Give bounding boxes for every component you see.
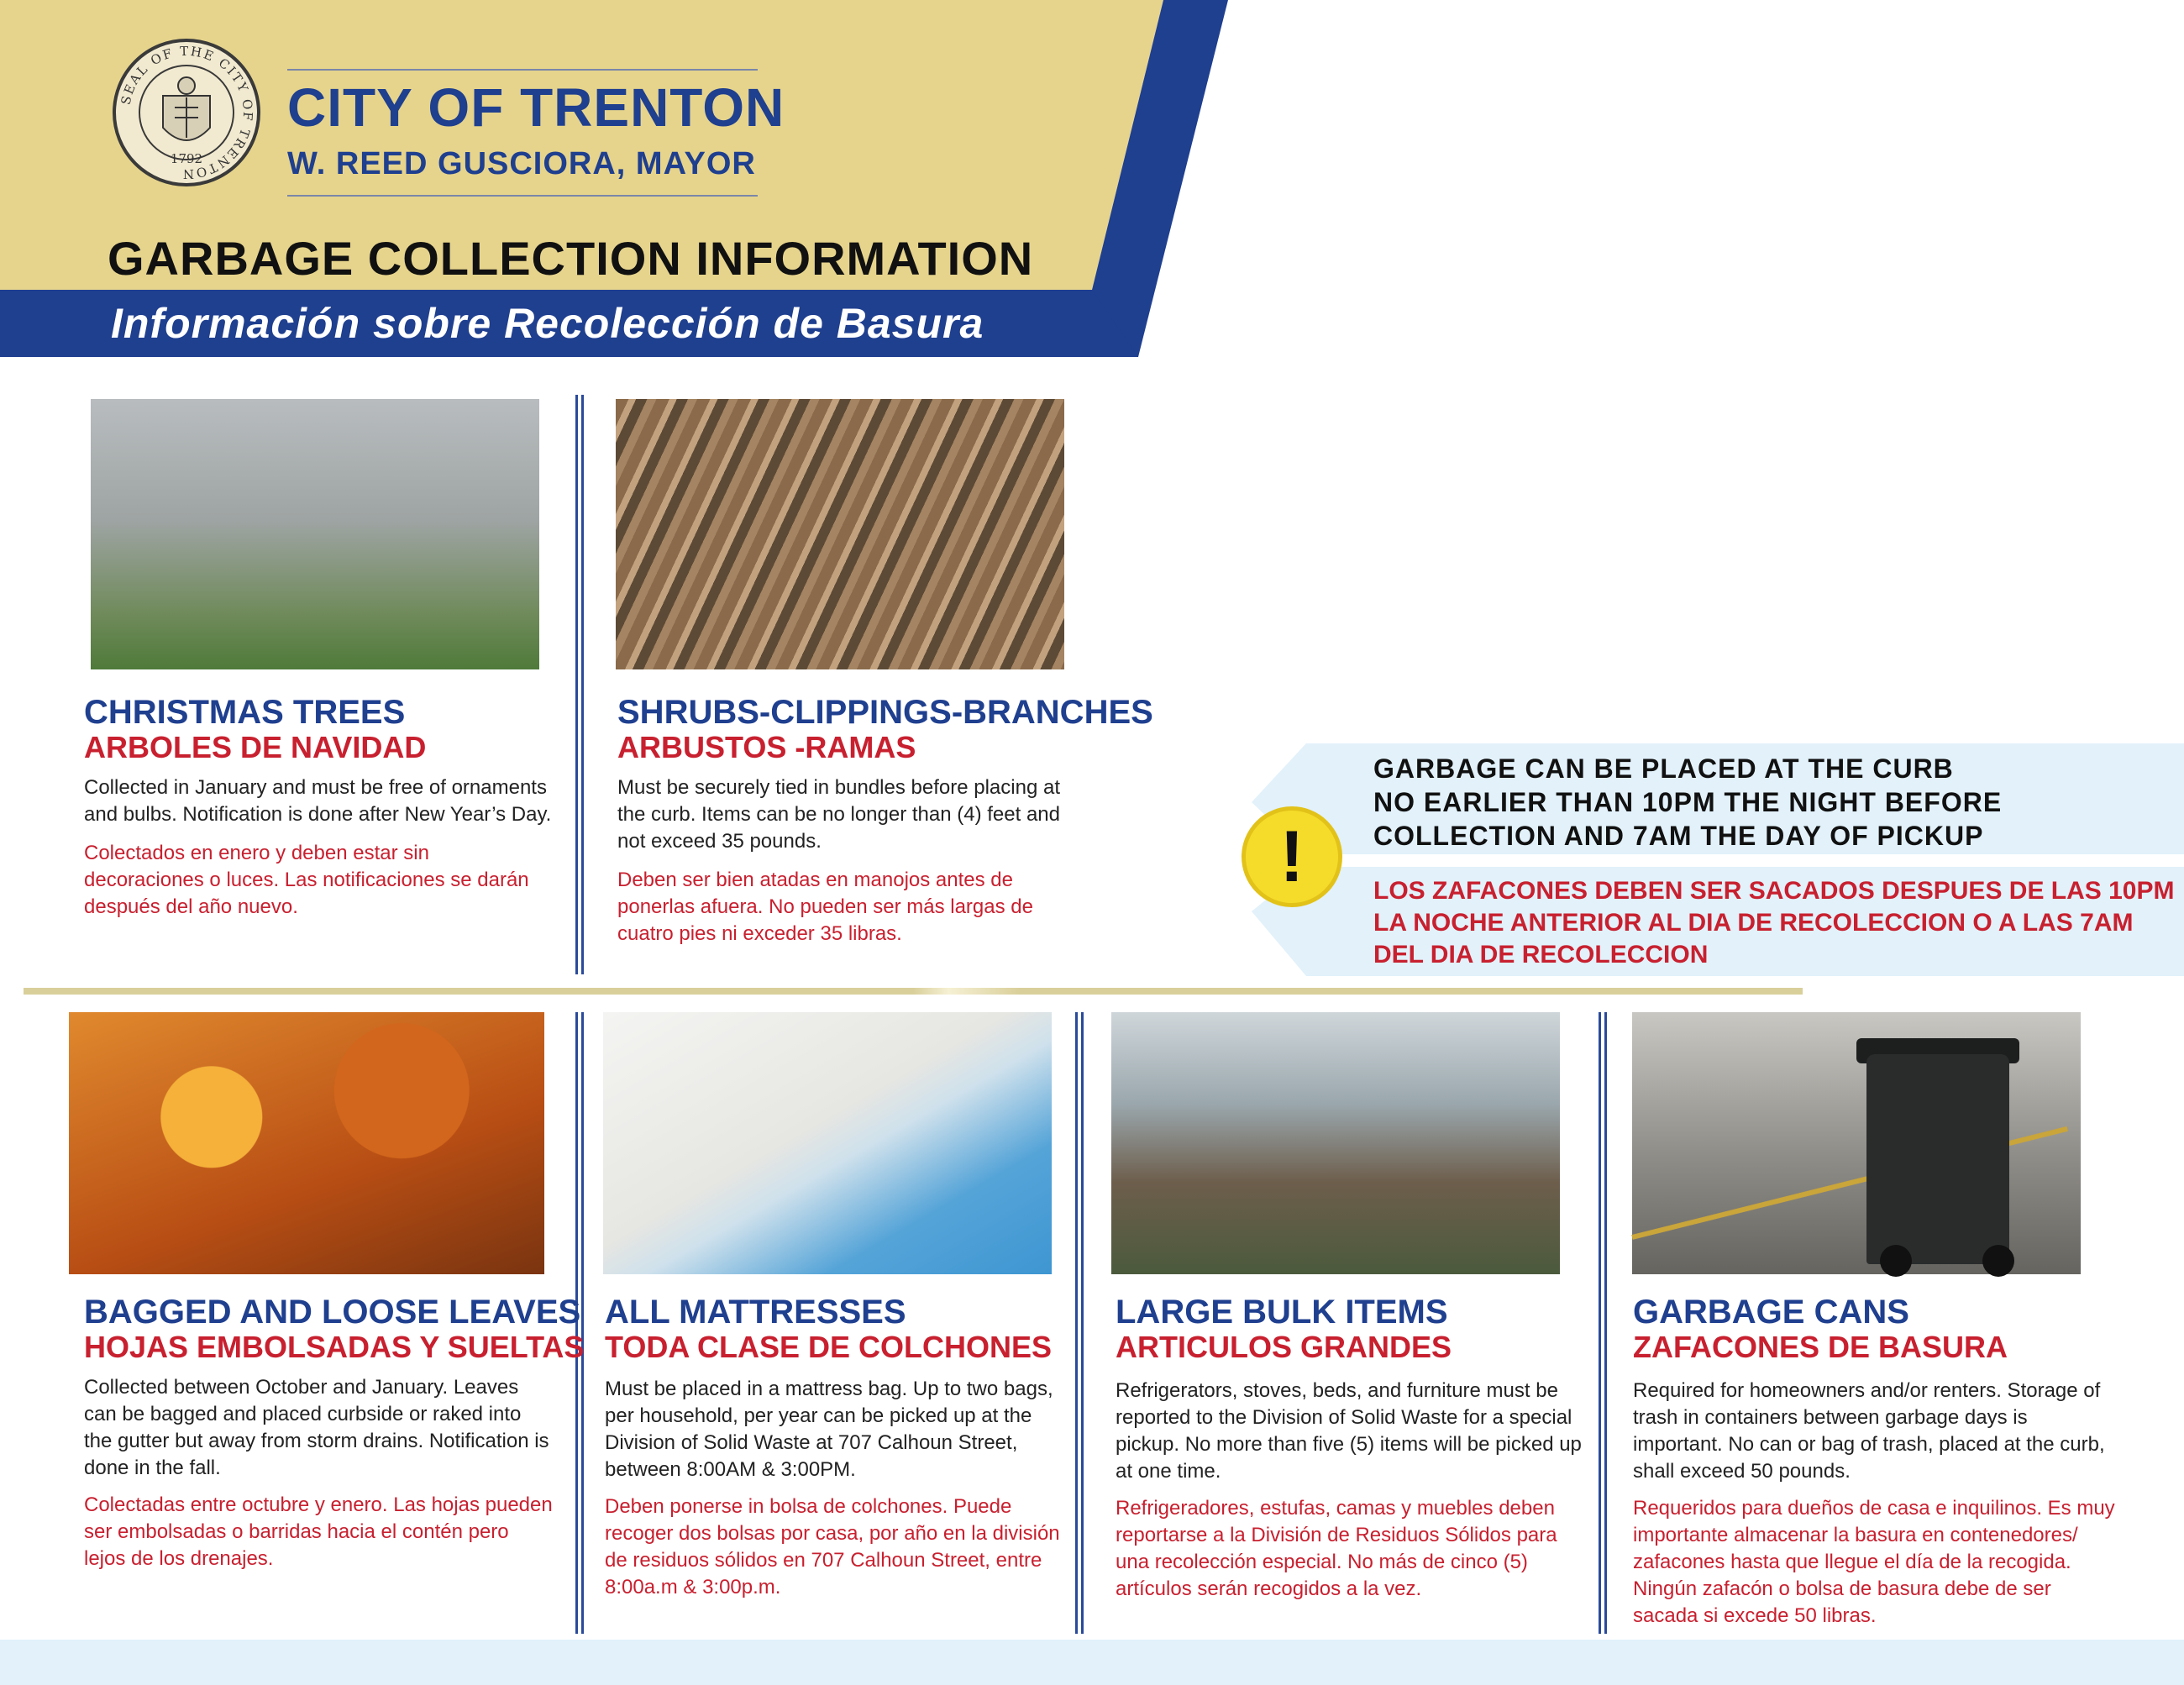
section-text-christmas-trees: Collected in January and must be free of ornaments and bulbs. Notification is done after New Year’s Day. bbox=[84, 776, 552, 826]
divider-vertical bbox=[1599, 1012, 1601, 1634]
section-text-shrubs: Must be securely tied in bundles before placing at the curb. Items can be no longer than (4) feet and not exceed 35 pounds. bbox=[617, 776, 1060, 853]
section-text-es-leaves: Colectadas entre octubre y enero. Las hojas pueden ser embolsadas o barridas hacia el contén pero lejos de los drenajes. bbox=[84, 1493, 553, 1570]
mayor-name: W. REED GUSCIORA, MAYOR bbox=[287, 146, 756, 181]
header-rule-bottom bbox=[287, 195, 758, 197]
section-title-bulk-items: LARGE BULK ITEMS bbox=[1116, 1294, 1448, 1331]
section-subtitle-garbage-cans: ZAFACONES DE BASURA bbox=[1633, 1330, 2008, 1364]
section-subtitle-bulk-items: ARTICULOS GRANDES bbox=[1116, 1330, 1452, 1364]
divider-vertical bbox=[1604, 1012, 1607, 1634]
seal-year: 1792 bbox=[170, 151, 203, 166]
section-text-es-mattresses: Deben ponerse in bolsa de colchones. Puede recoger dos bolsas por casa, por año en la división de residuos sólidos en 707 Calhoun Street, entre 8:00a.m & 3:00p.m. bbox=[605, 1495, 1060, 1598]
notice-text-es bbox=[1373, 875, 2175, 971]
section-text-mattresses: Must be placed in a mattress bag. Up to two bags, per household, per year can be picked up at the Division of Solid Waste at 707 Calhoun Street, between 8:00AM & 3:00PM. bbox=[605, 1378, 1053, 1481]
notice-line-en: COLLECTION AND 7AM THE DAY OF PICKUP bbox=[1373, 821, 1984, 851]
branches-bundle-photo bbox=[616, 399, 1064, 669]
section-title-christmas-trees: CHRISTMAS TREES bbox=[84, 694, 406, 731]
section-subtitle-shrubs: ARBUSTOS -RAMAS bbox=[617, 730, 916, 764]
divider-horizontal bbox=[24, 988, 1803, 995]
footer-band bbox=[0, 1640, 2184, 1685]
section-text-es-garbage-cans: Requeridos para dueños de casa e inquilinos. Es muy importante almacenar la basura en contenedores/ zafacones hasta que llegue el día de la recogida. Ningún zafacón o bolsa de basura debe de ser sacada si excede 50 libras. bbox=[1633, 1497, 2115, 1627]
section-text-es-christmas-trees: Colectados en enero y deben estar sin decoraciones o luces. Las notificaciones se darán después del año nuevo. bbox=[84, 842, 529, 918]
page-subtitle: Información sobre Recolección de Basura bbox=[111, 300, 984, 347]
garbage-can-wheel-graphic bbox=[1982, 1245, 2014, 1277]
notice-text-en bbox=[1373, 752, 2002, 853]
svg-text:SEAL OF THE CITY OF TRENTON: SEAL OF THE CITY OF TRENTON bbox=[118, 43, 256, 182]
divider-vertical bbox=[1075, 1012, 1078, 1634]
garbage-can-graphic bbox=[1866, 1054, 2009, 1264]
divider-vertical bbox=[581, 395, 584, 974]
divider-vertical bbox=[581, 1012, 584, 1634]
section-subtitle-mattresses: TODA CLASE DE COLCHONES bbox=[605, 1330, 1053, 1364]
notice-line-en: GARBAGE CAN BE PLACED AT THE CURB bbox=[1373, 753, 1954, 784]
divider-vertical bbox=[1081, 1012, 1084, 1634]
warning-exclamation-icon: ! bbox=[1242, 806, 1342, 907]
notice-line-en: NO EARLIER THAN 10PM THE NIGHT BEFORE bbox=[1373, 787, 2003, 817]
leaves-photo bbox=[69, 1012, 544, 1274]
mattress-photo bbox=[603, 1012, 1052, 1274]
section-subtitle-leaves: HOJAS EMBOLSADAS Y SUELTAS bbox=[84, 1330, 585, 1364]
section-title-leaves: BAGGED AND LOOSE LEAVES bbox=[84, 1294, 581, 1331]
section-text-garbage-cans: Required for homeowners and/or renters. Storage of trash in containers between garbage days is important. No can or bag of trash, placed at the curb, shall exceed 50 pounds. bbox=[1633, 1379, 2105, 1483]
page-title: GARBAGE COLLECTION INFORMATION bbox=[108, 232, 1034, 285]
city-seal-icon bbox=[111, 37, 262, 188]
header-rule-top bbox=[287, 69, 758, 71]
section-title-mattresses: ALL MATTRESSES bbox=[605, 1294, 906, 1331]
section-text-es-bulk-items: Refrigeradores, estufas, camas y muebles deben reportarse a la División de Residuos Sólidos para una recolección especial. No más de cinco (5) artículos serán recogidos a la vez. bbox=[1116, 1497, 1557, 1600]
section-text-leaves: Collected between October and January. Leaves can be bagged and placed curbside or raked into the gutter but away from storm drains. Notification is done in the fall. bbox=[84, 1376, 549, 1479]
garbage-can-wheel-graphic bbox=[1880, 1245, 1912, 1277]
divider-vertical bbox=[575, 395, 578, 974]
bulk-items-photo bbox=[1111, 1012, 1560, 1274]
notice-line-es: LOS ZAFACONES DEBEN SER SACADOS DESPUES DE LAS 10PM bbox=[1373, 877, 2175, 905]
section-title-garbage-cans: GARBAGE CANS bbox=[1633, 1294, 1909, 1331]
notice-line-es: LA NOCHE ANTERIOR AL DIA DE RECOLECCION O A LAS 7AM bbox=[1373, 909, 2134, 937]
notice-line-es: DEL DIA DE RECOLECCION bbox=[1373, 941, 1709, 968]
section-title-shrubs: SHRUBS-CLIPPINGS-BRANCHES bbox=[617, 694, 1153, 731]
section-text-bulk-items: Refrigerators, stoves, beds, and furniture must be reported to the Division of Solid Waste for a special pickup. No more than five (5) items will be picked up at one time. bbox=[1116, 1379, 1582, 1483]
section-subtitle-christmas-trees: ARBOLES DE NAVIDAD bbox=[84, 730, 427, 764]
christmas-tree-photo bbox=[91, 399, 539, 669]
section-text-es-shrubs: Deben ser bien atadas en manojos antes de ponerlas afuera. No pueden ser más largas de cuatro pies ni exceder 35 libras. bbox=[617, 869, 1033, 945]
city-title: CITY OF TRENTON bbox=[287, 77, 785, 138]
